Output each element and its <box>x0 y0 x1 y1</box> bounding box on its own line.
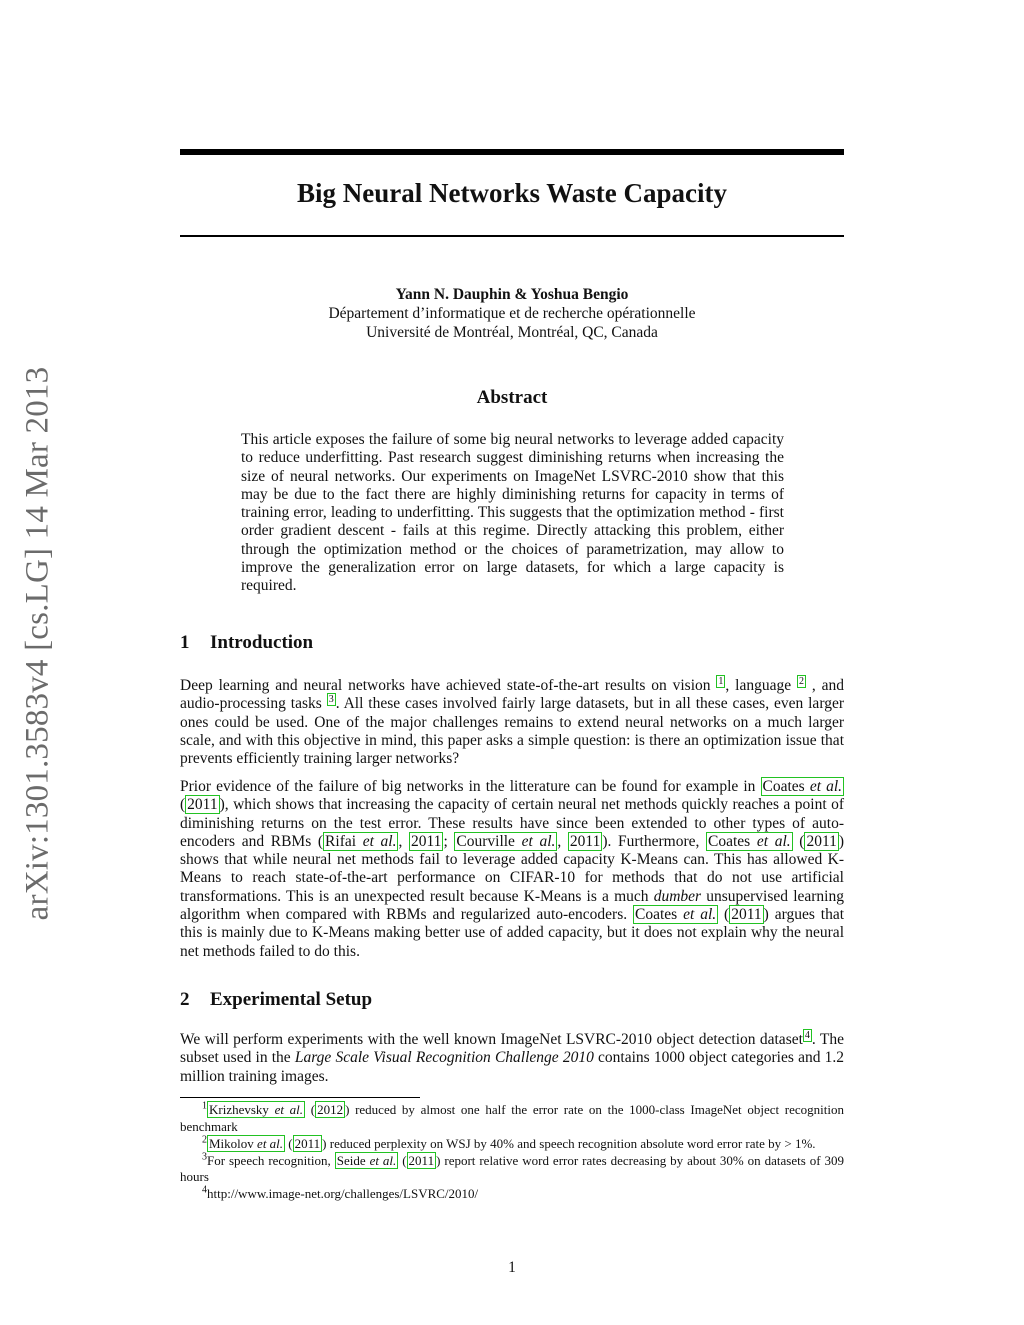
author-block <box>180 285 844 342</box>
citation-link[interactable]: Mikolov et al. <box>209 1135 284 1151</box>
footnote-link[interactable]: 4 <box>804 1029 810 1041</box>
section-number: 2 <box>180 989 190 1010</box>
citation-year-link[interactable]: 2012 <box>317 1102 344 1117</box>
arxiv-identifier <box>8 358 68 928</box>
citation-year-link[interactable]: 2011 <box>294 1135 321 1151</box>
section-title: Introduction <box>210 632 314 653</box>
text-run: . All these cases involved fairly large datasets, but in all these cases, even larger ones could be used. One of the major challenges remains to extend neural networks on a much larger scale, and with this objective in mind, this paper asks a simple question: is there an optimization issue that prevents efficiently training larger networks? <box>180 695 844 768</box>
text-run: , which shows that increasing the capacity of certain neural net methods quickly reaches a point of diminishing returns on the test error. These results have since been extended to other types of auto-encoders and RBMs ( <box>180 796 844 850</box>
text-run: We will perform experiments with the well known ImageNet LSVRC-2010 object detection dataset <box>180 1031 803 1048</box>
abstract-text: This article exposes the failure of some big neural networks to leverage added capacity to reduce underfitting. Past research suggest diminishing returns when increasing the size of neural networks. Our experiments on ImageNet LSVRC-2010 show that this may be due to the fact there are highly diminishing returns for capacity in terms of training error, leading to underfitting. This suggests that the optimization method - first order gradient descent - fails at this regime. Directly attacking this problem, either through the optimization method or the choices of parametrization, may allow to improve the generalization error on large datasets, for which a large capacity is required. <box>241 431 784 595</box>
abstract-heading: Abstract <box>476 387 548 408</box>
footnote: $^1$ Krizhevsky et al. ( 2012 ) reduced by almost one half the error rate on the 1000-class ImageNet object recognition benchmark <box>180 1100 844 1134</box>
citation-link[interactable]: Seide et al. <box>336 1152 397 1168</box>
text-run: shows that while neural net methods fail to leverage added capacity K-Means can. This has allowed K-Means to reach state-of-the-art performance on CIFAR-10 for methods that do not use artificial transformations. This is an unexpected result because K-Means is a much <box>180 851 844 905</box>
citation-year-link[interactable]: 2011 <box>411 832 442 850</box>
text-run: Deep learning and neural networks have achieved state-of-the-art results on vision <box>180 677 717 694</box>
arxiv-identifier-text: arXiv:1301.3583v4 [cs.LG] 14 Mar 2013 <box>19 366 56 920</box>
emphasis: Large Scale Visual Recognition Challenge 2010 <box>294 1049 594 1067</box>
text-run: ). Furthermore, <box>602 832 707 850</box>
section-title: Experimental Setup <box>210 989 373 1010</box>
footnote: $^4$http://www.image-net.org/challenges/LSVRC/2010/ <box>202 1184 479 1201</box>
text-run: contains 1000 object categories and 1.2 million training images. <box>180 1049 845 1085</box>
text-run: argues that this is mainly due to K-Means making better use of added capacity, but it does not explain why the neural net methods failed to do this. <box>180 906 845 960</box>
author-department: Département d’informatique et de recherche opérationnelle <box>328 305 696 322</box>
citation-link[interactable]: Coates et al. <box>635 906 717 924</box>
title-top-rule <box>180 149 844 155</box>
citation-year-link[interactable]: 2011 <box>731 906 762 924</box>
citation-year-link[interactable]: 2011 <box>408 1152 435 1168</box>
intro-paragraph-1 <box>180 677 844 768</box>
text-run: , and audio-processing tasks <box>180 677 844 713</box>
footnote-link[interactable]: 1 <box>718 675 724 687</box>
citation-link[interactable]: Courville et al. <box>456 832 556 850</box>
author-names: Yann N. Dauphin & Yoshua Bengio <box>395 286 629 303</box>
text-run: , language <box>725 677 797 694</box>
citation-link[interactable]: Coates et al. <box>708 832 791 850</box>
emphasis: dumber <box>653 887 702 905</box>
citation-year-link[interactable]: 2011 <box>569 832 601 850</box>
intro-paragraph-2: Prior evidence of the failure of big networks in the litterature can be found for example in Coates et al. ( 2011 ), which shows that increasing the capacity of certain neural net methods quickly reaches a point of diminishing returns on the test error. These results have since been extended to other types of auto-encoders and RBMs ( Rifai et al. , 2011 ; Courville et al. , 2011 ). Furthermore, Coates et al. ( 2011 ) shows that while neural net methods fail to leverage added capacity K-Means can. This has allowed K-Means to reach state-of-the-art performance on CIFAR-10 for methods that do not use artificial transformations. This is an unexpected result because K-Means is a much dumber unsupervised learning algorithm when compared with RBMs and regularized auto-encoders. Coates et al. ( 2011 ) argues that this is mainly due to K-Means making better use of added capacity, but it does not explain why the neural net methods failed to do this. <box>180 778 845 960</box>
setup-paragraph-1 <box>180 1031 844 1086</box>
citation-year-link[interactable]: 2011 <box>187 796 218 814</box>
text-run: . The subset used in the <box>180 1031 844 1067</box>
citation-link[interactable]: Rifai et al. <box>325 832 397 850</box>
author-affiliation: Université de Montréal, Montréal, QC, Canada <box>366 324 658 341</box>
text-run: Prior evidence of the failure of big networks in the litterature can be found for example in <box>180 778 761 795</box>
page-number: 1 <box>508 1259 516 1276</box>
paper-title: Big Neural Networks Waste Capacity <box>297 178 727 208</box>
footnotes <box>180 1102 844 1203</box>
footnote-link[interactable]: 3 <box>328 694 334 706</box>
footnote: $^2$ Mikolov et al. ( 2011 ) reduced perplexity on WSJ by 40% and speech recognition absolute word error rate by > 1%. <box>202 1134 816 1151</box>
footnote-rule <box>180 1097 420 1098</box>
text-run: unsupervised learning algorithm when compared with RBMs and regularized auto-encoders. <box>180 887 844 924</box>
section-number: 1 <box>180 632 190 653</box>
section-heading-introduction <box>180 632 844 654</box>
footnote-link[interactable]: 2 <box>798 675 804 687</box>
citation-link[interactable]: Krizhevsky et al. <box>209 1102 304 1117</box>
footnote: $^3$For speech recognition, Seide et al. ( 2011 ) report relative word error rates decreasing by about 30% on datasets of 309 hours <box>180 1151 844 1184</box>
citation-year-link[interactable]: 2011 <box>806 832 837 850</box>
citation-link[interactable]: Coates et al. <box>762 778 843 795</box>
section-heading-experimental-setup <box>180 989 844 1011</box>
title-bottom-rule <box>180 235 844 237</box>
